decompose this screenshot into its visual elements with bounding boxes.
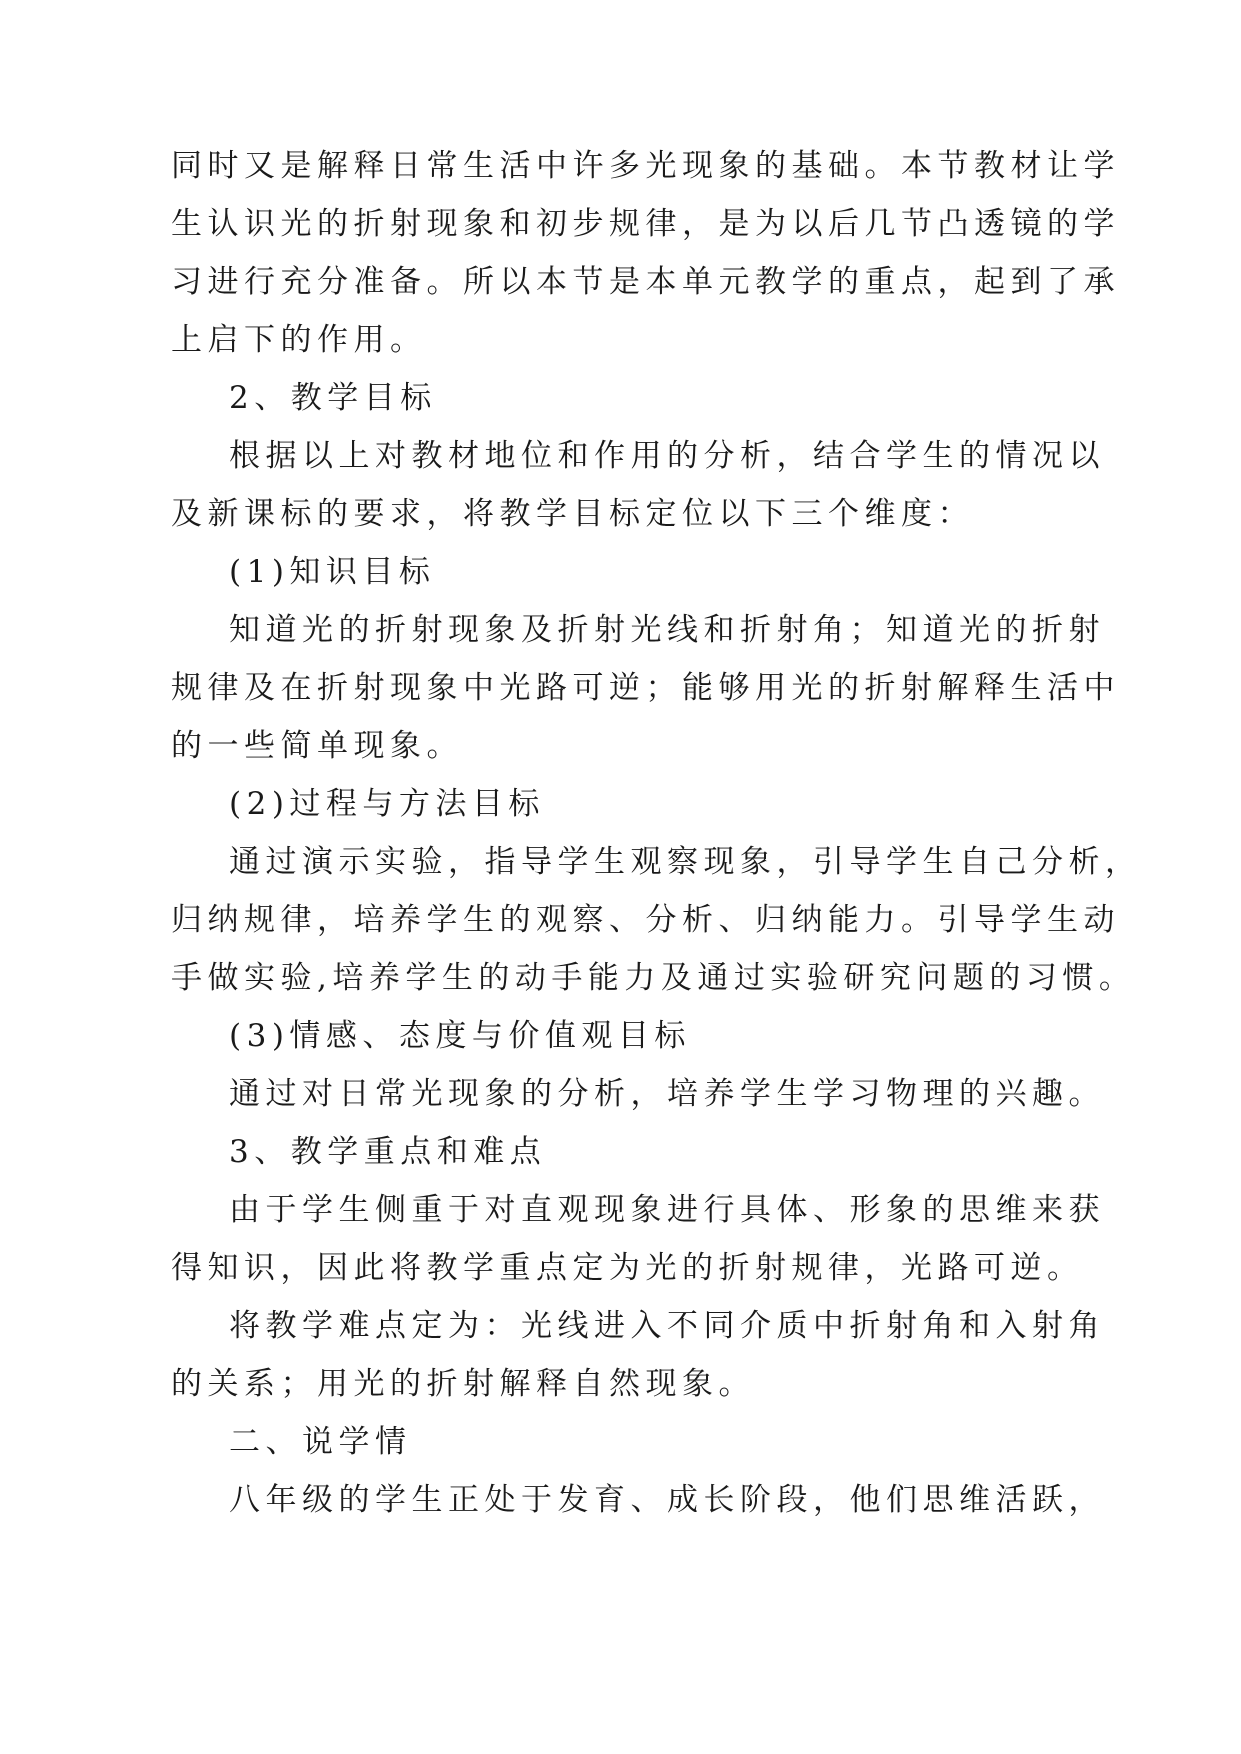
text-line: (1)知识目标 (229, 554, 436, 590)
text-line: 手做实验,培养学生的动手能力及通过实验研究问题的习惯。 (171, 960, 1136, 996)
text-line: 将教学难点定为：光线进入不同介质中折射角和入射角 (229, 1308, 1105, 1344)
text-line: 由于学生侧重于对直观现象进行具体、形象的思维来获 (229, 1192, 1105, 1228)
text-line: 八年级的学生正处于发育、成长阶段，他们思维活跃， (229, 1482, 1105, 1518)
text-line: 上启下的作用。 (171, 322, 427, 358)
text-line: 二、说学情 (229, 1424, 412, 1460)
text-line: 同时又是解释日常生活中许多光现象的基础。本节教材让学 (171, 148, 1120, 184)
text-line: (3)情感、态度与价值观目标 (229, 1018, 691, 1054)
text-line: 的一些简单现象。 (171, 728, 463, 764)
text-line: 及新课标的要求，将教学目标定位以下三个维度： (171, 496, 974, 532)
text-line: 习进行充分准备。所以本节是本单元教学的重点，起到了承 (171, 264, 1120, 300)
text-line: 得知识，因此将教学重点定为光的折射规律，光路可逆。 (171, 1250, 1084, 1286)
text-line: 通过对日常光现象的分析，培养学生学习物理的兴趣。 (229, 1076, 1105, 1112)
text-line: 的关系；用光的折射解释自然现象。 (171, 1366, 755, 1402)
text-line: 通过演示实验，指导学生观察现象，引导学生自己分析， (229, 844, 1142, 880)
text-line: 归纳规律，培养学生的观察、分析、归纳能力。引导学生动 (171, 902, 1120, 938)
text-line: 根据以上对教材地位和作用的分析，结合学生的情况以 (229, 438, 1105, 474)
text-line: 3、教学重点和难点 (229, 1134, 547, 1170)
text-line: 规律及在折射现象中光路可逆；能够用光的折射解释生活中 (171, 670, 1120, 706)
text-line: (2)过程与方法目标 (229, 786, 545, 822)
text-line: 知道光的折射现象及折射光线和折射角；知道光的折射 (229, 612, 1105, 648)
text-line: 2、教学目标 (229, 380, 437, 416)
text-line: 生认识光的折射现象和初步规律，是为以后几节凸透镜的学 (171, 206, 1120, 242)
